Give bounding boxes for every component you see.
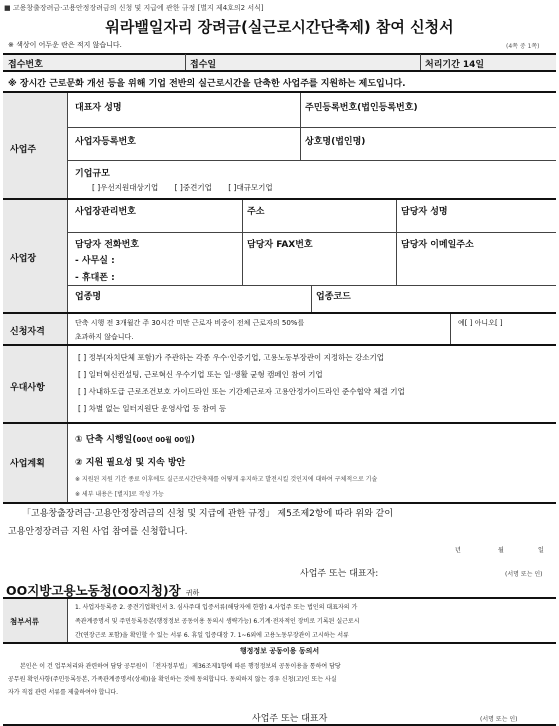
preference-item[interactable]: [ ] 일터혁신컨설팅, 근로혁신 우수기업 또는 일·생활 균형 캠페인 참여 기업 xyxy=(78,370,323,379)
fill-instruction-note: ※ 색상이 어두운 란은 적지 않습니다. xyxy=(8,41,122,49)
preference-item[interactable]: [ ] 사내하도급 근로조건보호 가이드라인 또는 기간제근로자 고용안정가이드라인 준수협약 체결 기업 xyxy=(78,387,405,396)
scale-options xyxy=(92,182,273,193)
scale-option-priority[interactable]: [ ]우선지원대상기업 xyxy=(92,183,159,192)
attachment-line: 1. 사업자등록증 2. 중견기업확인서 3. 심사주대 입증서류(해당자에 한함) 4.사업주 또는 법인의 대표자의 가 xyxy=(75,604,358,611)
scale-option-midsize[interactable]: [ ]중견기업 xyxy=(174,183,212,192)
manager-fax-label: 담당자 FAX번호 xyxy=(247,240,313,250)
section-eligibility: 신청자격 xyxy=(10,327,45,337)
declaration-line2: 고용안정장려금 지원 사업 참여를 신청합니다. xyxy=(8,527,188,537)
section-workplace: 사업장 xyxy=(10,254,37,264)
industry-name-label: 업종명 xyxy=(75,292,102,302)
rep-name-label: 대표자 성명 xyxy=(75,103,122,113)
resident-number-label: 주민등록번호(법인등록번호) xyxy=(305,103,418,113)
eligibility-text-line1: 단축 시행 전 3개월간 주 30시간 미만 근로자 비중이 전체 근로자의 50%를 xyxy=(75,319,305,327)
attachments-label: 첨부서류 xyxy=(10,617,39,626)
section-preference: 우대사항 xyxy=(10,383,45,393)
manager-email-label: 담당자 이메일주소 xyxy=(401,240,474,250)
admin-consent-title: 행정정보 공동이용 동의서 xyxy=(239,647,320,655)
plan-start-date: ① 단축 시행일(00년 00월 00일) xyxy=(75,435,195,445)
form-title: 워라밸일자리 장려금(실근로시간단축제) 참여 신청서 xyxy=(105,18,454,36)
manager-name-label: 담당자 성명 xyxy=(401,207,448,217)
business-reg-number-label: 사업자등록번호 xyxy=(75,137,136,147)
reception-date-label: 접수일 xyxy=(190,60,217,70)
eligibility-answer[interactable]: 예[ ] 아니오[ ] xyxy=(458,319,503,327)
date-month-unit: 월 xyxy=(498,547,504,554)
admin-consent-line: 공무원 확인사항(주민등록등본, 가족관계증명서(상세))을 확인하는 것에 동의합니다. 동의하지 않는 경우 신청(고)인 또는 사실 xyxy=(8,676,337,683)
preference-item[interactable]: [ ] 차별 없는 일터지원단 운영사업 등 참여 등 xyxy=(78,404,227,413)
section-business-owner: 사업주 xyxy=(10,145,37,155)
attachment-line: 간(연장근로 포함)을 확인할 수 있는 서류 6. 휴일 입증대장 7. 1~6외에 고용노동부장관이 고시하는 서류 xyxy=(75,632,349,639)
office-phone-label: - 사무실 : xyxy=(75,256,115,266)
company-name-label: 상호명(법인명) xyxy=(305,137,366,147)
signature-note: (서명 또는 인) xyxy=(505,571,543,578)
footer-applicant-label: 사업주 또는 대표자 xyxy=(252,714,328,724)
address-label: 주소 xyxy=(247,207,265,217)
plan-start-date-value: 00년 00월 00일 xyxy=(136,436,191,444)
scale-option-large[interactable]: [ ]대규모기업 xyxy=(228,183,273,192)
company-scale-label: 기업규모 xyxy=(75,169,110,179)
date-year-unit: 년 xyxy=(455,547,461,554)
form-reference-note: ■ 고용창출장려금·고용안정장려금의 신청 및 지급에 관한 규정 [별지 제4호의2 서식] xyxy=(4,4,264,12)
declaration-line1: 「고용창출장려금·고용안정장려금의 신청 및 지급에 관한 규정」 제5조제2항에 따라 위와 같이 xyxy=(22,509,394,519)
applicant-label: 사업주 또는 대표자: xyxy=(300,569,379,579)
processing-period-label: 처리기간 14일 xyxy=(425,60,485,70)
plan-note-1: ※ 지원된 지원 기간 종료 이후에도 실근로시간단축제를 어떻게 유지하고 발전시킬 것인지에 대하여 구체적으로 기술 xyxy=(75,476,378,483)
attachment-line: 족관계증명서 및 주민등록등본(행정정보 공동이용 동의시 생략가능) 6.기계·전자적인 장비로 기록된 실근로시 xyxy=(75,618,360,625)
program-intro: ※ 장시간 근로문화 개선 등을 위해 기업 전반의 실근로시간을 단축한 사업주를 지원하는 제도입니다. xyxy=(8,79,406,89)
industry-code-label: 업종코드 xyxy=(316,292,351,302)
plan-support-need: ② 지원 필요성 및 지속 방안 xyxy=(75,458,186,468)
admin-consent-line: 본인은 이 건 업무처리와 관련하여 담당 공무원이 「전자정부법」 제36조제1항에 따른 행정정보의 공동이용을 통하여 담당 xyxy=(20,663,341,670)
preference-item[interactable]: [ ] 정부(자치단체 포함)가 주관하는 각종 우수·인증기업, 고용노동부장관이 지정하는 강소기업 xyxy=(78,353,384,362)
manager-phone-label: 담당자 전화번호 xyxy=(75,240,139,250)
date-day-unit: 일 xyxy=(538,547,544,554)
page-info: (4쪽 중 1쪽) xyxy=(506,43,540,50)
recipient-name: OO지방고용노동청(OO지청)장 xyxy=(6,583,181,598)
recipient-suffix: 귀하 xyxy=(185,589,200,597)
eligibility-text-line2: 초과하지 않습니다. xyxy=(75,333,134,341)
footer-signature-note: (서명 또는 인) xyxy=(480,716,518,723)
admin-consent-line: 자가 직접 관련 서류를 제출하여야 합니다. xyxy=(8,689,118,696)
section-business-plan: 사업계획 xyxy=(10,459,45,469)
reception-number-label: 접수번호 xyxy=(8,60,43,70)
plan-note-2: ※ 세부 내용은 [별지]로 작성 가능 xyxy=(75,491,164,498)
workplace-mgmt-number-label: 사업장관리번호 xyxy=(75,207,136,217)
mobile-phone-label: - 휴대폰 : xyxy=(75,273,115,283)
